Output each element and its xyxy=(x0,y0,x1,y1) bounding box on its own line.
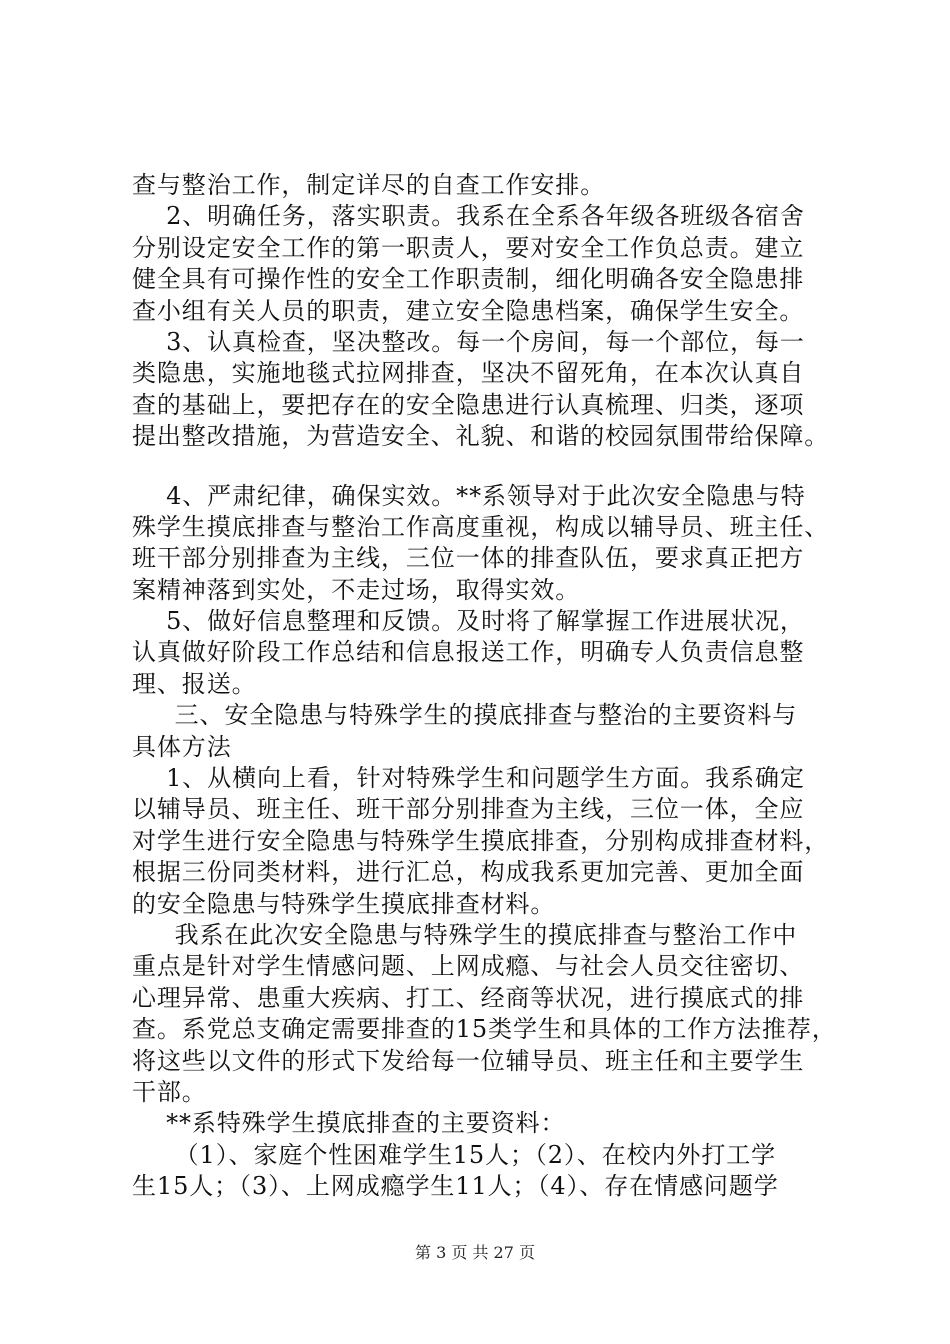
text-line: 类隐患，实施地毯式拉网排查，坚决不留死角，在本次认真自 xyxy=(132,359,805,388)
section-heading: 三、安全隐患与特殊学生的摸底排查与整治的主要资料与 xyxy=(132,701,798,730)
text-line: 2、明确任务，落实职责。我系在全系各年级各班级各宿舍 xyxy=(132,202,805,231)
document-body xyxy=(132,170,844,1203)
text-line: 理、报送。 xyxy=(132,669,257,698)
text-line: 查。系党总支确定需要排查的15类学生和具体的工作方法推荐， xyxy=(132,1015,837,1044)
text-line: 生15人；（3）、上网成瘾学生11人；（4）、存在情感问题学 xyxy=(132,1172,779,1201)
text-line: 我系在此次安全隐患与特殊学生的摸底排查与整治工作中 xyxy=(132,920,798,949)
text-line: 分别设定安全工作的第一职责人，要对安全工作负总责。建立 xyxy=(132,233,805,262)
text-line: 健全具有可操作性的安全工作职责制，细化明确各安全隐患排 xyxy=(132,265,805,294)
text-line: 殊学生摸底排查与整治工作高度重视，构成以辅导员、班主任、 xyxy=(132,512,830,541)
text-line: 将这些以文件的形式下发给每一位辅导员、班主任和主要学生 xyxy=(132,1046,805,1075)
text-line: 以辅导员、班主任、班干部分别排查为主线，三位一体，全应 xyxy=(132,795,805,824)
text-line: 查小组有关人员的职责，建立安全隐患档案，确保学生安全。 xyxy=(132,296,805,325)
text-line: 提出整改措施，为营造安全、礼貌、和谐的校园氛围带给保障。 xyxy=(132,422,830,451)
section-heading: 具体方法 xyxy=(132,732,232,761)
text-line: 查的基础上，要把存在的安全隐患进行认真梳理、归类，逐项 xyxy=(132,390,805,419)
text-line: 认真做好阶段工作总结和信息报送工作，明确专人负责信息整 xyxy=(132,638,805,667)
text-line: 4、严肃纪律，确保实效。**系领导对于此次安全隐患与特 xyxy=(132,481,806,510)
text-line: 对学生进行安全隐患与特殊学生摸底排查，分别构成排查材料， xyxy=(132,826,830,855)
text-line: 的安全隐患与特殊学生摸底排查材料。 xyxy=(132,889,556,918)
text-line: 3、认真检查，坚决整改。每一个房间，每一个部位，每一 xyxy=(132,327,805,356)
text-line: 干部。 xyxy=(132,1077,207,1106)
text-line: 5、做好信息整理和反馈。及时将了解掌握工作进展状况， xyxy=(132,607,805,636)
paragraph-gap xyxy=(132,453,844,481)
text-line: **系特殊学生摸底排查的主要资料： xyxy=(132,1109,566,1138)
text-line: 根据三份同类材料，进行汇总，构成我系更加完善、更加全面 xyxy=(132,858,805,887)
text-line: 查与整治工作，制定详尽的自查工作安排。 xyxy=(132,171,606,199)
text-line: 心理异常、患重大疾病、打工、经商等状况，进行摸底式的排 xyxy=(132,983,805,1012)
text-line: 班干部分别排查为主线，三位一体的排查队伍，要求真正把方 xyxy=(132,544,805,573)
text-line: （1）、家庭个性困难学生15人；（2）、在校内外打工学 xyxy=(132,1140,777,1169)
page-number-footer: 第 3 页 共 27 页 xyxy=(415,1243,535,1262)
text-line: 重点是针对学生情感问题、上网成瘾、与社会人员交往密切、 xyxy=(132,952,805,981)
text-line: 案精神落到实处，不走过场，取得实效。 xyxy=(132,575,581,604)
text-line: 1、从横向上看，针对特殊学生和问题学生方面。我系确定 xyxy=(132,764,805,793)
